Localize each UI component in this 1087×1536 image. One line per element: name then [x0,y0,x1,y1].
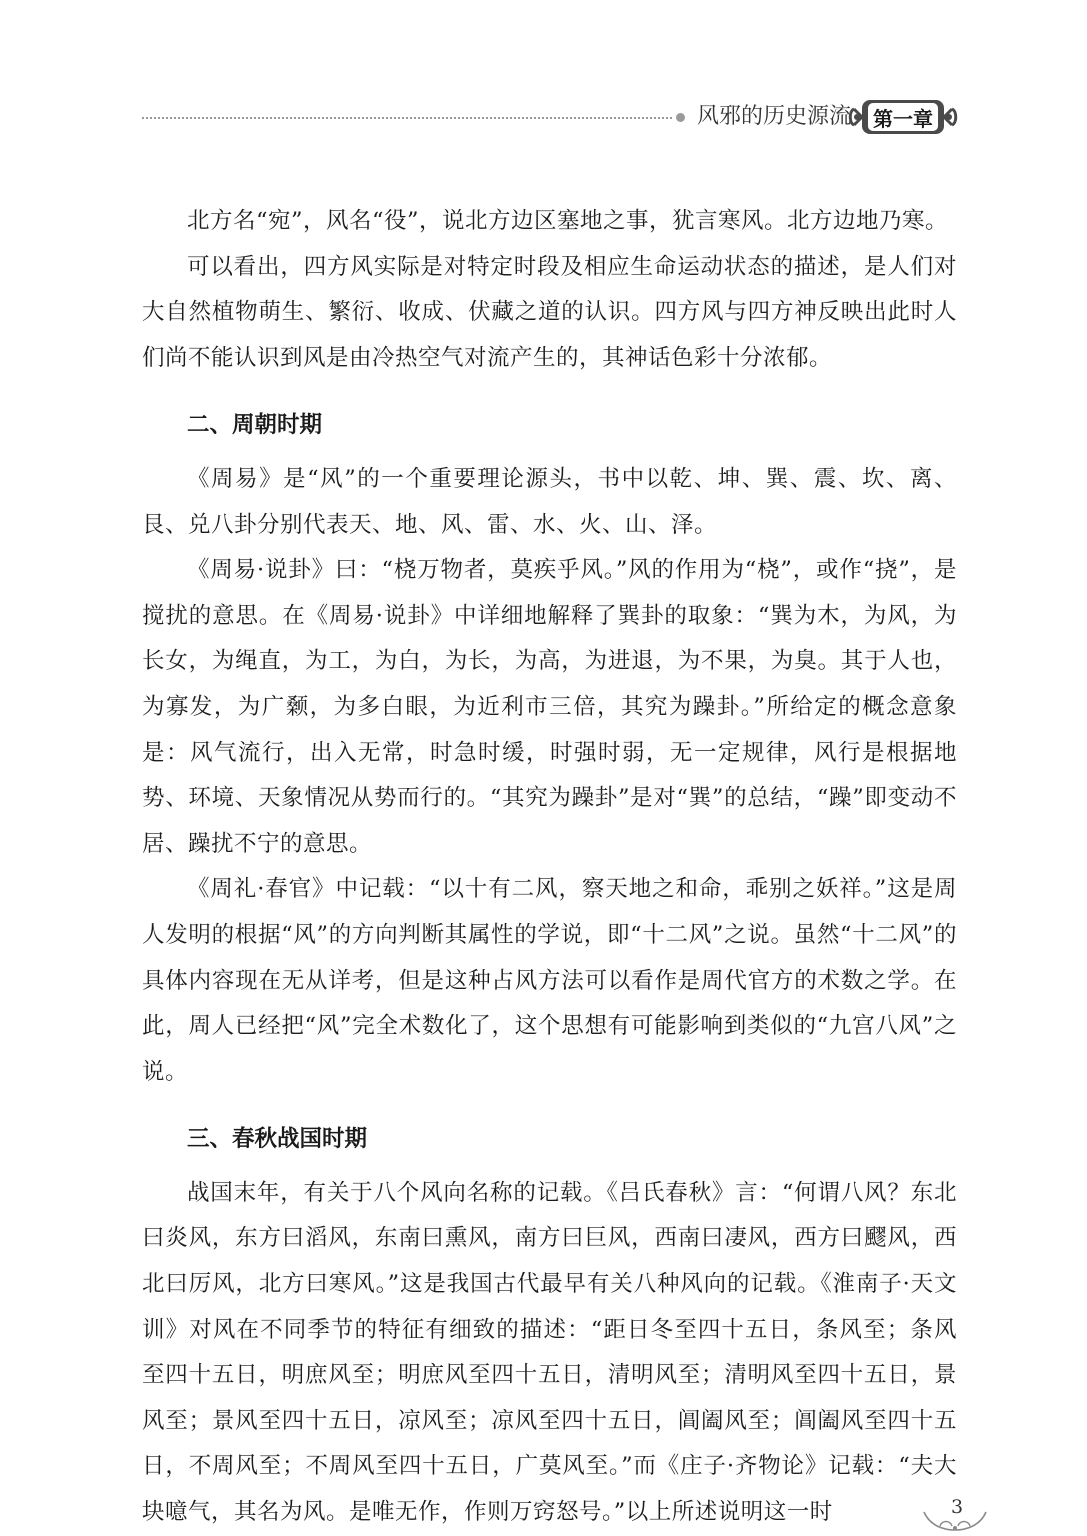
page-body [142,199,957,1536]
section-heading: 三、春秋战国时期 [187,1126,368,1153]
paragraph: 《周易》是“风”的一个重要理论源头，书中以乾、坤、巽、震、坎、离、艮、兑八卦分别代表天、地、风、雷、水、火、山、泽。 [142,465,957,538]
footer-ornament-icon [920,1508,990,1534]
paragraph: 北方名“宛”，风名“役”，说北方边区塞地之事，犹言寒风。北方边地乃寒。 [187,208,949,234]
section-heading: 二、周朝时期 [187,412,323,439]
paragraph: 可以看出，四方风实际是对特定时段及相应生命运动状态的描述，是人们对大自然植物萌生、繁衍、收成、伏藏之道的认识。四方风与四方神反映出此时人们尚不能认识到风是由冷热空气对流产生的，其神话色彩十分浓郁。 [142,253,957,371]
paragraph: 《周礼·春官》中记载：“以十有二风，察天地之和命，乖别之妖祥。”这是周人发明的根据“风”的方向判断其属性的学说，即“十二风”之说。虽然“十二风”的具体内容现在无从详考，但是这种占风方法可以看作是周代官方的术数之学。在此，周人已经把“风”完全术数化了，这个思想有可能影响到类似的“九宫八风”之说。 [142,876,957,1085]
paragraph: 战国末年，有关于八个风向名称的记载。《吕氏春秋》言：“何谓八风？东北曰炎风，东方曰滔风，东南曰熏风，南方曰巨风，西南曰凄风，西方曰飂风，西北曰厉风，北方曰寒风。”这是我国古代最早有关八种风向的记载。《淮南子·天文训》对风在不同季节的特征有细致的描述：“距日冬至四十五日，条风至；条风至四十五日，明庶风至；明庶风至四十五日，清明风至；清明风至四十五日，景风至；景风至四十五日，凉风至；凉风至四十五日，阊阖风至；阊阖风至四十五日，不周风至；不周风至四十五日，广莫风至。”而《庄子·齐物论》记载：“夫大块噫气，其名为风。是唯无作，作则万窍怒号。”以上所述说明这一时 [142,1179,957,1526]
header-dotted-rule [142,117,672,119]
paragraph: 《周易·说卦》曰：“桡万物者，莫疾乎风。”风的作用为“桡”，或作“挠”，是搅扰的意思。在《周易·说卦》中详细地解释了巽卦的取象：“巽为木，为风，为长女，为绳直，为工，为白，为长，为高，为进退，为不果，为臭。其于人也，为寡发，为广颡，为多白眼，为近利市三倍，其究为躁卦。”所给定的概念意象是：风气流行，出入无常，时急时缓，时强时弱，无一定规律，风行是根据地势、环境、天象情况从势而行的。“其究为躁卦”是对“巽”的总结，“躁”即变动不居、躁扰不宁的意思。 [142,557,957,857]
page-number: 3 [950,1496,964,1518]
chapter-label: 第一章 [868,103,938,131]
chapter-badge [848,99,958,135]
running-title: 风邪的历史源流 [697,104,852,129]
header-bullet-icon [676,113,685,122]
